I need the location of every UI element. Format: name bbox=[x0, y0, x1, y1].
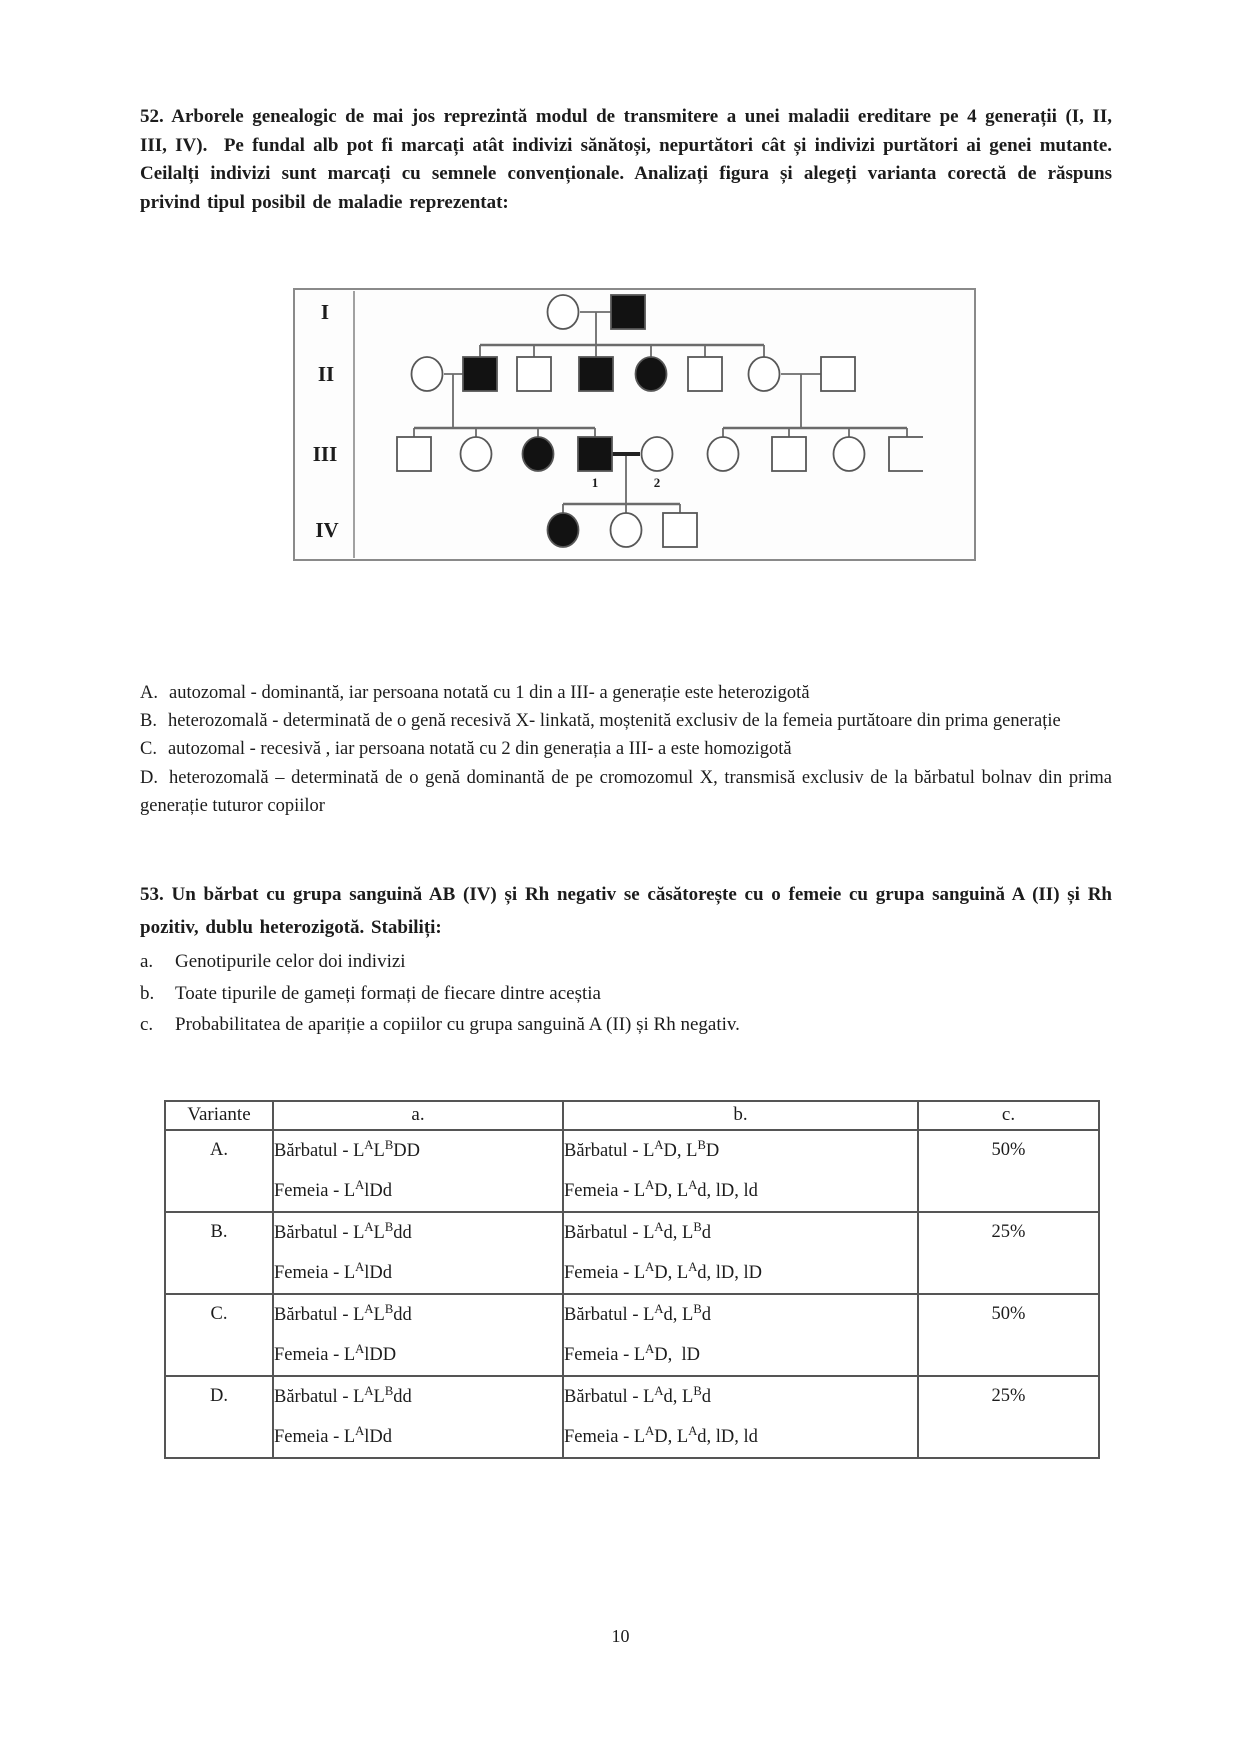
person-II-5 bbox=[688, 357, 722, 391]
table-row-B bbox=[165, 1212, 1099, 1294]
item-text: Genotipurile celor doi indivizi bbox=[175, 951, 406, 972]
q52-options bbox=[140, 679, 1112, 820]
option-letter: C. bbox=[140, 739, 157, 760]
variant-cell: C. bbox=[165, 1294, 273, 1376]
variant-cell: A. bbox=[165, 1130, 273, 1212]
col-header-a: a. bbox=[273, 1101, 563, 1130]
gametes-cell bbox=[563, 1212, 918, 1294]
probability-cell: 50% bbox=[918, 1130, 1099, 1212]
table-row-D bbox=[165, 1376, 1099, 1458]
gametes-cell bbox=[563, 1130, 918, 1212]
generation-label-III: III bbox=[312, 442, 338, 466]
q52-option-A bbox=[140, 679, 1112, 707]
question-52-stem: 52. Arborele genealogic de mai jos reprezintă modul de transmitere a unei maladii ereditare pe 4 generații (I, II, III, IV). Pe fundal alb pot fi marcați atât indivizi sănătoși, nepurtători cât și indivizi purtători ai genei mutante. Ceilalți indivizi sunt marcați cu semnele convenționale. Analizați figura și alegeți varianta corectă de răspuns privind tipul posibil de maladie reprezentat: bbox=[140, 106, 1112, 213]
option-letter: A. bbox=[140, 683, 158, 703]
page-number: 10 bbox=[611, 1626, 630, 1646]
gametes-line: Bărbatul - $L^AD$, $L^BD$ bbox=[564, 1137, 720, 1161]
gametes-line: Femeia - $L^AD$, $L^Ad$, lD, ld bbox=[564, 1423, 758, 1447]
gametes-cell bbox=[563, 1376, 918, 1458]
genotype-cell bbox=[273, 1212, 563, 1294]
q53-items bbox=[140, 946, 1112, 1041]
genotype-line: Femeia - $L^AlDD$ bbox=[274, 1341, 397, 1365]
person-IV-1 bbox=[548, 513, 579, 547]
genotype-line: Femeia - $L^AlDd$ bbox=[274, 1259, 393, 1283]
gametes-line: Bărbatul - $L^Ad$, $L^Bd$ bbox=[564, 1301, 711, 1325]
person-III-6 bbox=[708, 437, 739, 471]
generation-label-I: I bbox=[320, 300, 330, 324]
person-III-7 bbox=[772, 437, 806, 471]
q53-item-a bbox=[140, 946, 1112, 978]
person-II-2 bbox=[517, 357, 551, 391]
genotype-cell bbox=[273, 1130, 563, 1212]
person-III-4-person1 bbox=[578, 437, 612, 471]
option-text: autozomal - recesivă , iar persoana notată cu 2 din generația a III- a este homozigotă bbox=[167, 739, 792, 760]
person-III-1 bbox=[397, 437, 431, 471]
option-text: autozomal - dominantă, iar persoana notată cu 1 din a III- a generație este heterozigotă bbox=[169, 683, 810, 703]
item-text: Probabilitatea de apariție a copiilor cu grupa sanguină A (II) și Rh negativ. bbox=[175, 1014, 740, 1035]
generation-label-II: II bbox=[317, 362, 335, 386]
gametes-cell bbox=[563, 1294, 918, 1376]
person-I-2 bbox=[611, 295, 645, 329]
answers-table bbox=[164, 1100, 1100, 1459]
generation-label-IV: IV bbox=[315, 518, 339, 542]
item-letter: c. bbox=[140, 1014, 154, 1035]
person-III-2 bbox=[461, 437, 492, 471]
person-III-8 bbox=[834, 437, 865, 471]
genotype-line: Bărbatul - $L^AL^Bdd$ bbox=[274, 1301, 412, 1325]
gametes-line: Bărbatul - $L^Ad$, $L^Bd$ bbox=[564, 1219, 711, 1243]
probability-cell: 25% bbox=[918, 1376, 1099, 1458]
person-II-6 bbox=[749, 357, 780, 391]
option-letter: D. bbox=[140, 767, 158, 788]
item-letter: a. bbox=[140, 951, 154, 972]
q52-option-C bbox=[140, 735, 1112, 763]
option-letter: B. bbox=[140, 711, 157, 732]
person-II-spouse-right bbox=[821, 357, 855, 391]
genotype-cell bbox=[273, 1294, 563, 1376]
item-text: Toate tipurile de gameți formați de fiecare dintre aceștia bbox=[175, 982, 601, 1004]
q52-option-D bbox=[140, 764, 1112, 820]
option-text: heterozomală – determinată de o genă dominantă de pe cromozomul X, transmisă exclusiv de la bărbatul bolnav din prima generație tuturor copiilor bbox=[140, 767, 1112, 816]
option-text: heterozomală - determinată de o genă recesivă X- linkată, moștenită exclusiv de la femeia purtătoare din prima generație bbox=[167, 711, 1061, 732]
person-III-9 bbox=[889, 437, 923, 471]
genotype-line: Bărbatul - $L^AL^Bdd$ bbox=[274, 1383, 412, 1407]
gametes-line: Femeia - $L^AD$, $L^Ad$, lD, ld bbox=[564, 1177, 758, 1201]
genotype-line: Femeia - $L^AlDd$ bbox=[274, 1423, 393, 1447]
q53-item-c bbox=[140, 1009, 1112, 1041]
person-III-5-person2 bbox=[642, 437, 673, 471]
person-number-label-1: 1 bbox=[591, 475, 599, 490]
gametes-line: Femeia - $L^AD$, lD bbox=[564, 1341, 701, 1365]
probability-cell: 25% bbox=[918, 1212, 1099, 1294]
gametes-line: Bărbatul - $L^Ad$, $L^Bd$ bbox=[564, 1383, 711, 1407]
person-IV-3 bbox=[663, 513, 697, 547]
person-IV-2 bbox=[611, 513, 642, 547]
col-header-c: c. bbox=[918, 1101, 1099, 1130]
person-III-3 bbox=[523, 437, 554, 471]
gametes-line: Femeia - $L^AD$, $L^Ad$, lD, lD bbox=[564, 1259, 763, 1283]
person-II-3 bbox=[579, 357, 613, 391]
variant-cell: B. bbox=[165, 1212, 273, 1294]
genotype-line: Bărbatul - $L^AL^BDD$ bbox=[274, 1137, 420, 1161]
col-header-b: b. bbox=[563, 1101, 918, 1130]
q52-option-B bbox=[140, 707, 1112, 735]
genotype-line: Femeia - $L^AlDd$ bbox=[274, 1177, 393, 1201]
person-I-1 bbox=[548, 295, 579, 329]
person-II-4 bbox=[636, 357, 667, 391]
genotype-cell bbox=[273, 1376, 563, 1458]
person-II-spouse-left bbox=[412, 357, 443, 391]
person-number-label-2: 2 bbox=[653, 475, 661, 490]
q53-item-b bbox=[140, 978, 1112, 1010]
pedigree-chart bbox=[295, 290, 974, 559]
col-header-variante: Variante bbox=[165, 1101, 273, 1130]
table-header-row bbox=[165, 1101, 1099, 1130]
pedigree-frame bbox=[293, 288, 976, 561]
item-letter: b. bbox=[140, 982, 155, 1004]
table-row-C bbox=[165, 1294, 1099, 1376]
person-II-1 bbox=[463, 357, 497, 391]
table-row-A bbox=[165, 1130, 1099, 1212]
answers-table-body bbox=[165, 1130, 1099, 1458]
probability-cell: 50% bbox=[918, 1294, 1099, 1376]
variant-cell: D. bbox=[165, 1376, 273, 1458]
genotype-line: Bărbatul - $L^AL^Bdd$ bbox=[274, 1219, 412, 1243]
question-53-stem: 53. Un bărbat cu grupa sanguină AB (IV) și Rh negativ se căsătorește cu o femeie cu grupa sanguină A (II) și Rh pozitiv, dublu heterozigotă. Stabiliți: bbox=[140, 884, 1112, 938]
